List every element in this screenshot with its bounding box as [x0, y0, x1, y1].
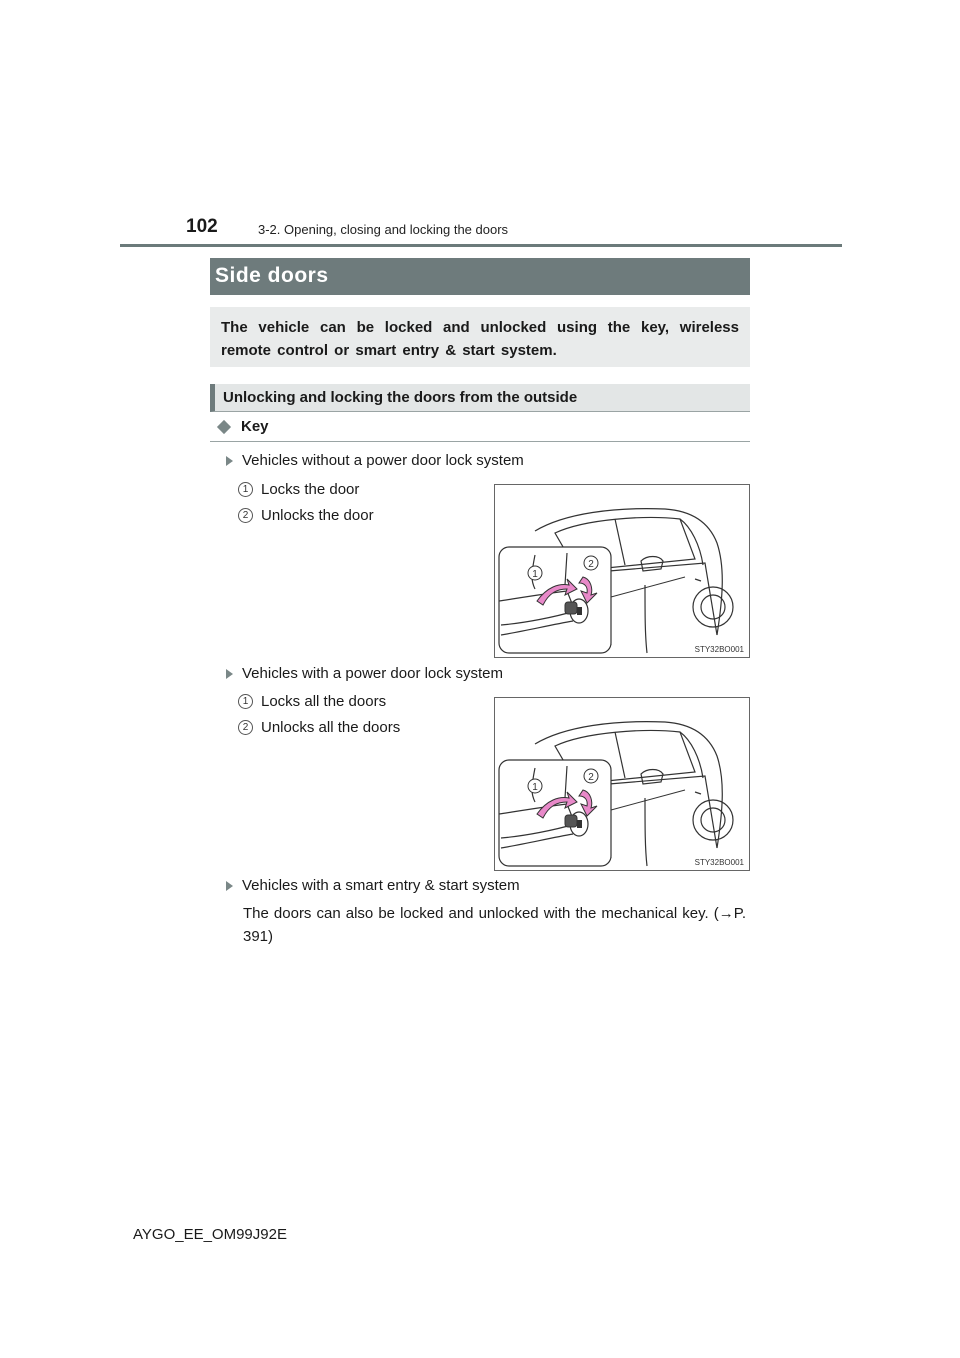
subsection-heading: Unlocking and locking the doors from the outside	[210, 384, 750, 412]
triangle-bullet-icon	[226, 669, 233, 679]
body-text: The doors can also be locked and unlocked with the mechanical key. (→P. 391)	[243, 905, 746, 945]
page-title: Side doors	[210, 258, 750, 295]
car-door-key-illustration	[495, 698, 749, 870]
divider	[210, 441, 750, 442]
bullet-label: Vehicles with a power door lock system	[242, 665, 503, 682]
step-number-icon: 1	[238, 694, 253, 709]
figure-id: STY32BO001	[694, 645, 744, 654]
step-item	[238, 719, 400, 736]
footer-code: AYGO_EE_OM99J92E	[133, 1226, 287, 1243]
diamond-icon	[217, 419, 231, 433]
key-heading	[216, 418, 269, 435]
illustration-key-door	[494, 484, 750, 658]
header-rule	[120, 244, 842, 247]
intro-box: The vehicle can be locked and unlocked using the key, wireless remote control or smart entry & start system.	[210, 307, 750, 367]
step-number-icon: 1	[238, 482, 253, 497]
step-text: Unlocks the door	[261, 507, 374, 524]
illustration-key-door	[494, 697, 750, 871]
triangle-bullet-icon	[226, 456, 233, 466]
step-text: Locks the door	[261, 481, 360, 498]
triangle-bullet-icon	[226, 881, 233, 891]
step-text: Locks all the doors	[261, 693, 387, 710]
step-item	[238, 481, 359, 498]
step-item	[238, 693, 386, 710]
bullet-item	[226, 452, 524, 469]
callout-2: 2	[588, 772, 594, 783]
bullet-label: Vehicles without a power door lock system	[242, 452, 524, 469]
step-number-icon: 2	[238, 720, 253, 735]
callout-1: 1	[532, 569, 538, 580]
key-heading-label: Key	[241, 418, 269, 435]
figure-id: STY32BO001	[694, 858, 744, 867]
car-door-key-illustration	[495, 485, 749, 657]
page-number: 102	[186, 216, 218, 237]
section-title: 3-2. Opening, closing and locking the doors	[258, 222, 509, 237]
bullet-item	[226, 877, 520, 894]
callout-2: 2	[588, 559, 594, 570]
callout-1: 1	[532, 782, 538, 793]
bullet-item	[226, 665, 503, 682]
step-item	[238, 507, 374, 524]
bullet-label: Vehicles with a smart entry & start system	[242, 877, 520, 894]
step-number-icon: 2	[238, 508, 253, 523]
step-text: Unlocks all the doors	[261, 719, 401, 736]
